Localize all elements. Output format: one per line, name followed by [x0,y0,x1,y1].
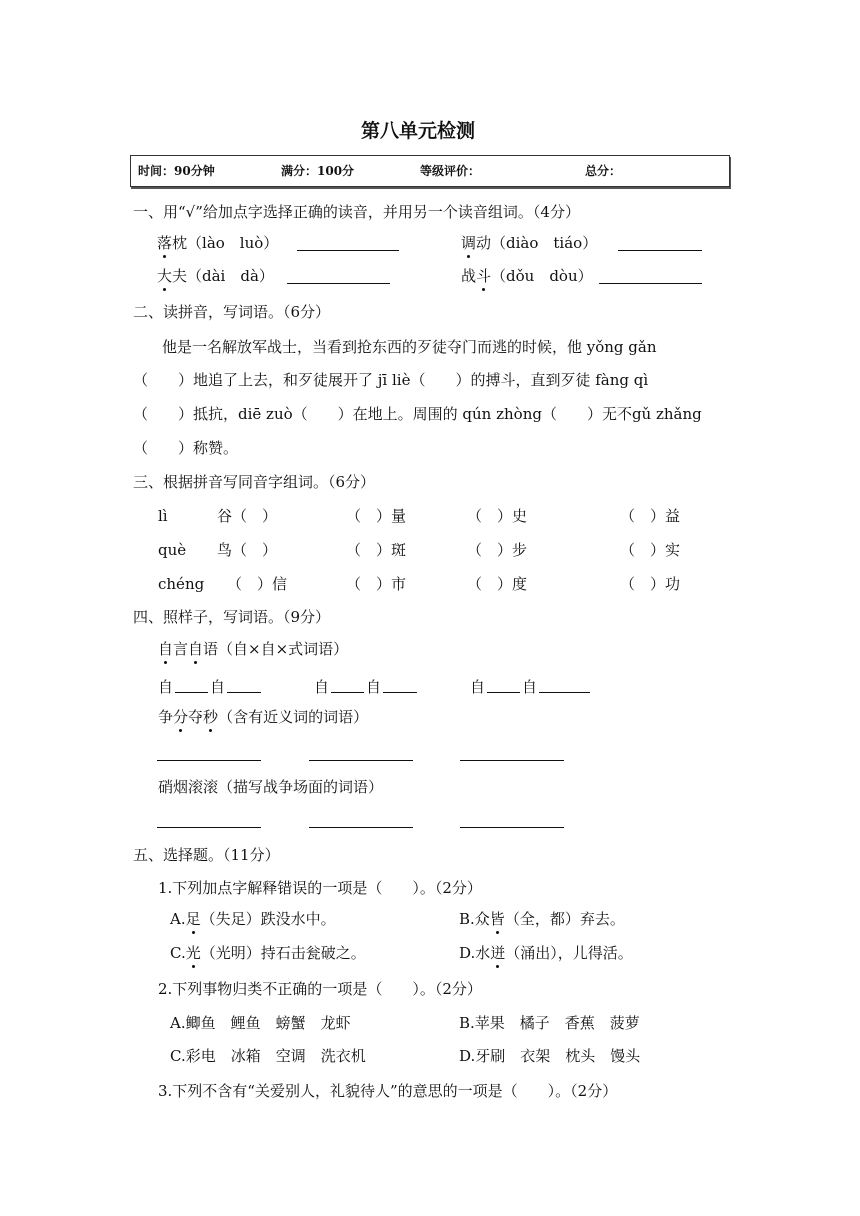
example-text: （含有近义词的词语） [218,708,369,726]
example-text: 语（自×自×式词语） [203,640,349,658]
answer-line[interactable] [331,692,364,693]
answer-line[interactable] [175,692,208,693]
zi-char: 自 [522,678,538,696]
zi-char: 自 [366,678,382,696]
s1-item-text: （dǒu dòu） [491,267,593,285]
dotted-char: 秒 [203,708,219,726]
answer-line[interactable] [227,692,261,693]
answer-line[interactable] [460,827,564,828]
page-title: 第八单元检测 [361,120,476,142]
answer-line[interactable] [460,760,564,761]
dotted-char: 分 [173,708,189,726]
option-a[interactable]: A.鲫鱼 鲤鱼 螃蟹 龙虾 [170,1014,351,1032]
example-char: 言 [173,640,189,658]
s1-item-4 [461,266,593,286]
answer-line[interactable] [309,827,413,828]
answer-line[interactable] [599,283,702,284]
s2-passage-line: 他是一名解放军战士，当看到抢东西的歹徒夺门而逃的时候，他 yǒng gǎn [162,338,657,356]
pinyin-label: chéng [158,575,205,593]
s1-item-1 [157,233,278,253]
dotted-char: 斗 [476,267,492,285]
word-cell: （ ）量 [346,507,407,525]
s1-item-3 [157,266,274,286]
option-d[interactable] [459,943,633,963]
zi-char: 自 [210,678,226,696]
s2-passage-line: （ ）地追了上去，和歹徒展开了 jī liè（ ）的搏斗，直到歹徒 fàng qì [133,371,649,389]
section-1-heading: 一、用“√”给加点字选择正确的读音，并用另一个读音组词。（4分） [133,203,580,221]
s1-item-text: 夫（dài dà） [172,267,274,285]
answer-line[interactable] [287,283,390,284]
option-label: C. [170,944,186,962]
option-b[interactable] [459,909,625,929]
zi-char: 自 [314,678,330,696]
option-c[interactable]: C.彩电 冰箱 空调 洗衣机 [170,1047,366,1065]
word-cell: （ ）实 [620,541,681,559]
option-b[interactable]: B.苹果 橘子 香蕉 菠萝 [459,1014,640,1032]
option-text: （失足）跌没水中。 [200,910,336,928]
question-2: 2.下列事物归类不正确的一项是（ ）。（2分） [158,980,482,998]
grade-label: 等级评价： [420,164,481,178]
dotted-char: 自 [188,640,204,658]
total-label: 总分： [585,164,622,178]
zi-char: 自 [158,678,174,696]
example-char: 争 [158,708,174,726]
dotted-char: 自 [158,640,174,658]
option-label: A. [170,910,186,928]
option-text: （光明）持石击瓮破之。 [200,944,366,962]
answer-line[interactable] [157,760,261,761]
word-cell: （ ）步 [467,541,528,559]
option-c[interactable] [170,943,366,963]
dotted-char: 皆 [489,910,505,928]
dotted-char: 足 [185,910,201,928]
word-cell: （ ）市 [346,575,407,593]
pinyin-label: què [158,541,187,559]
option-label: D.水 [459,944,491,962]
option-text: （涌出），儿得活。 [505,944,633,962]
dotted-char: 大 [157,267,173,285]
example-1 [158,639,348,659]
word-cell: 谷（ ） [217,507,278,525]
section-5-heading: 五、选择题。（11分） [133,846,280,864]
dotted-char: 迸 [490,944,506,962]
answer-line[interactable] [383,692,417,693]
section-2-heading: 二、读拼音，写词语。（6分） [133,303,331,321]
answer-line[interactable] [487,692,520,693]
answer-line[interactable] [309,760,413,761]
word-cell: （ ）信 [227,575,288,593]
example-3: 硝烟滚滚（描写战争场面的词语） [158,778,384,796]
word-cell: （ ）斑 [346,541,407,559]
time-label: 时间：90分钟 [138,164,215,178]
answer-line[interactable] [618,250,702,251]
answer-line[interactable] [297,250,399,251]
option-label: B.众 [459,910,490,928]
question-1: 1.下列加点字解释错误的一项是（ ）。（2分） [158,879,482,897]
example-char: 夺 [188,708,204,726]
dotted-char: 光 [185,944,201,962]
word-cell: （ ）益 [620,507,681,525]
full-score-label: 满分：100分 [281,164,355,178]
option-d[interactable]: D.牙刷 衣架 枕头 馒头 [459,1047,641,1065]
s1-item-text: 枕（lào luò） [172,234,279,252]
section-3-heading: 三、根据拼音写同音字组词。（6分） [133,473,376,491]
s2-passage-line: （ ）抵抗，diē zuò（ ）在地上。周围的 qún zhòng（ ）无不gǔ zhǎng [133,405,702,423]
dotted-char: 调 [461,234,477,252]
question-3: 3.下列不含有“关爱别人，礼貌待人”的意思的一项是（ ）。（2分） [158,1082,618,1100]
s1-item-text: 动（diào tiáo） [476,234,598,252]
word-cell: （ ）史 [467,507,528,525]
answer-line[interactable] [539,692,590,693]
s1-item-2 [461,233,597,253]
word-cell: 鸟（ ） [217,541,278,559]
word-cell: （ ）功 [620,575,681,593]
example-2 [158,707,368,727]
pinyin-label: lì [158,507,168,525]
option-a[interactable] [170,909,336,929]
word-cell: （ ）度 [467,575,528,593]
answer-line[interactable] [157,827,261,828]
section-4-heading: 四、照样子，写词语。（9分） [133,608,331,626]
zi-char: 自 [470,678,486,696]
s2-passage-line: （ ）称赞。 [133,439,239,457]
dotted-char: 落 [157,234,173,252]
option-text: （全，都）弃去。 [504,910,625,928]
s1-item-pre: 战 [461,267,477,285]
